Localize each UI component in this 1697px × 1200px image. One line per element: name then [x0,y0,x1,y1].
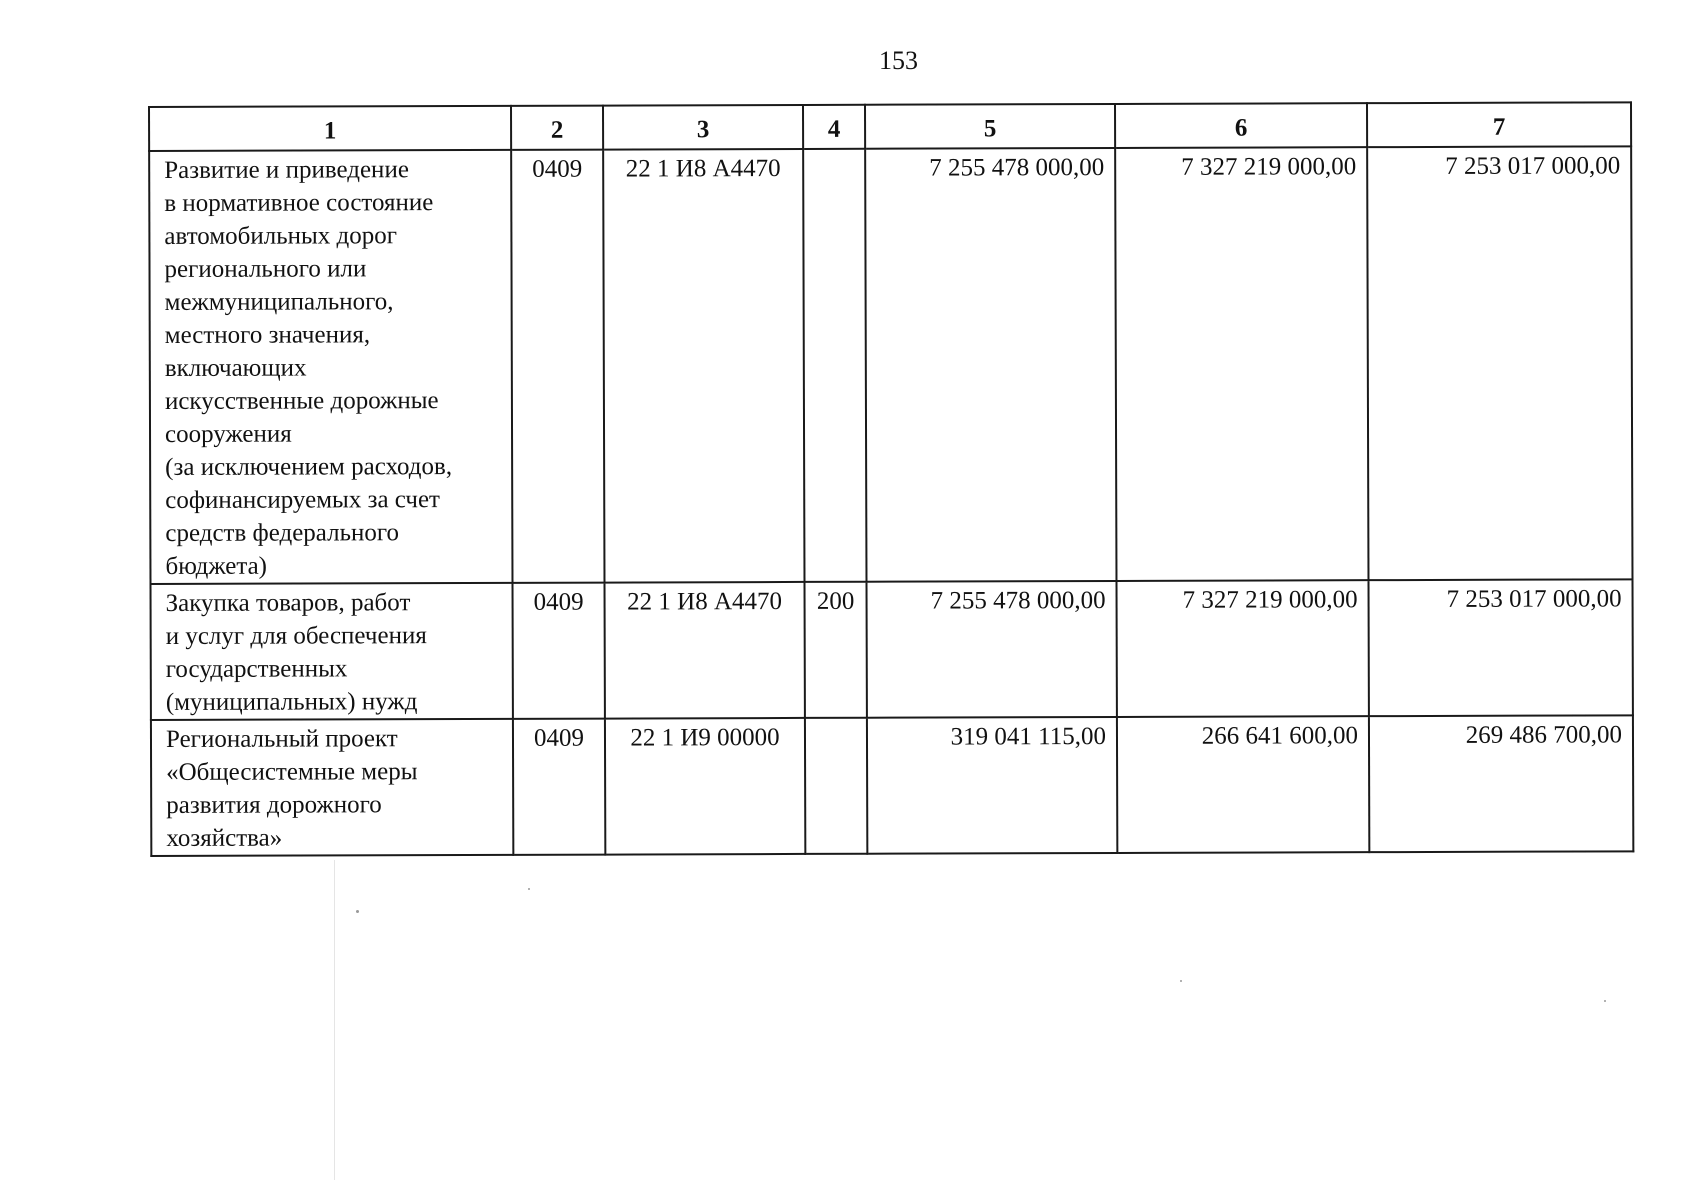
header-col-1: 1 [149,106,511,151]
page-number: 153 [879,46,918,75]
row-year3: 269 486 700,00 [1369,715,1633,852]
header-col-2: 2 [511,106,603,150]
header-col-4: 4 [803,105,865,149]
row-target: 22 1 И8 А4470 [603,149,804,583]
table-row [151,715,1633,856]
row-name: Региональный проект «Общесистемные меры развития дорожного хозяйства» [151,719,513,856]
row-year1: 7 255 478 000,00 [865,148,1116,582]
row-name: Развитие и приведение в нормативное состояние автомобильных дорог регионального или межмуниципального, местного значения, включающих искусственные дорожные сооружения (за исключением расходов, софинансируемых за счет средств федерального бюджета) [149,150,512,584]
header-col-3: 3 [603,105,803,150]
row-type [803,149,866,582]
row-type [805,718,867,854]
row-year1: 7 255 478 000,00 [866,581,1116,718]
row-target: 22 1 И8 А4470 [604,582,804,719]
scan-speck [528,888,530,890]
row-section: 0409 [511,150,604,583]
budget-table [148,101,1634,857]
scan-speck [1604,1000,1606,1002]
row-year2: 7 327 219 000,00 [1116,580,1368,717]
scan-speck [356,910,359,913]
row-year2: 7 327 219 000,00 [1115,147,1368,581]
header-col-6: 6 [1115,103,1367,148]
row-target: 22 1 И9 00000 [605,718,805,855]
scan-artifact-line [334,860,335,1180]
row-year2: 266 641 600,00 [1117,716,1369,853]
row-year3: 7 253 017 000,00 [1368,579,1632,716]
row-type: 200 [804,582,866,718]
row-name: Закупка товаров, работ и услуг для обеспечения государственных (муниципальных) нужд [151,583,513,720]
scan-speck [1180,980,1182,982]
header-col-7: 7 [1367,102,1631,147]
table-row [151,579,1633,720]
row-year3: 7 253 017 000,00 [1367,146,1632,580]
header-col-5: 5 [865,104,1115,149]
row-year1: 319 041 115,00 [867,717,1117,854]
table-row [149,146,1632,584]
header-row [149,102,1631,151]
row-section: 0409 [513,719,605,855]
row-section: 0409 [512,583,604,719]
